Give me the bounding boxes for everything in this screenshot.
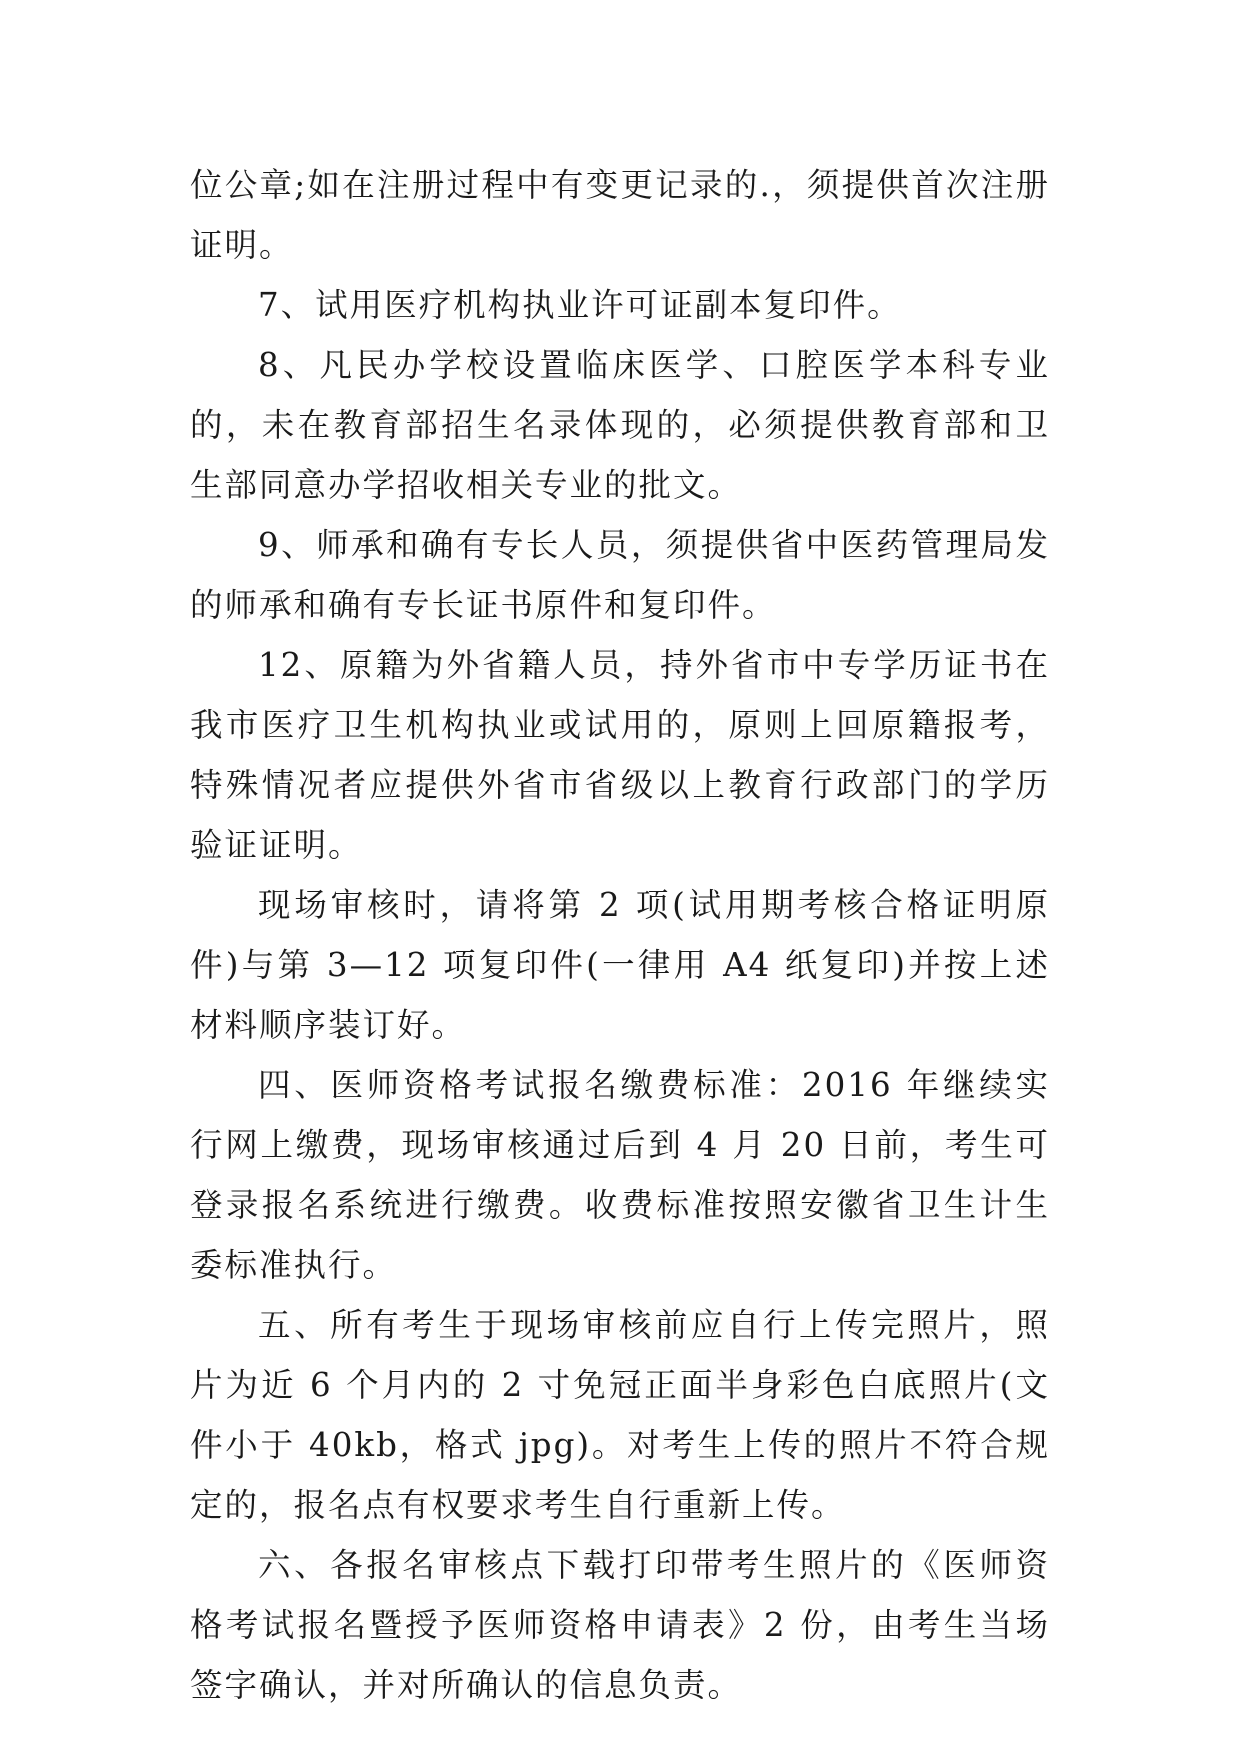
document-body — [190, 155, 1050, 1715]
paragraph-onsite-review: 现场审核时，请将第 2 项(试用期考核合格证明原件)与第 3—12 项复印件(一律用 A4 纸复印)并按上述材料顺序装订好。 — [190, 886, 1050, 1044]
paragraph-section-5-photos: 五、所有考生于现场审核前应自行上传完照片，照片为近 6 个月内的 2 寸免冠正面半身彩色白底照片(文件小于 40kb，格式 jpg)。对考生上传的照片不符合规定的，报名点有权要求考生自行重新上传。 — [190, 1306, 1050, 1524]
paragraph-section-6-forms: 六、各报名审核点下载打印带考生照片的《医师资格考试报名暨授予医师资格申请表》2 份，由考生当场签字确认，并对所确认的信息负责。 — [190, 1546, 1050, 1704]
paragraph-item-8: 8、凡民办学校设置临床医学、口腔医学本科专业的，未在教育部招生名录体现的，必须提供教育部和卫生部同意办学招收相关专业的批文。 — [190, 346, 1050, 504]
paragraph-continuation: 位公章;如在注册过程中有变更记录的.，须提供首次注册证明。 — [190, 166, 1050, 264]
paragraph-item-7: 7、试用医疗机构执业许可证副本复印件。 — [258, 286, 902, 324]
paragraph-section-4-fees: 四、医师资格考试报名缴费标准：2016 年继续实行网上缴费，现场审核通过后到 4 月 20 日前，考生可登录报名系统进行缴费。收费标准按照安徽省卫生计生委标准执行。 — [190, 1066, 1050, 1284]
paragraph-item-9: 9、师承和确有专长人员，须提供省中医药管理局发的师承和确有专长证书原件和复印件。 — [190, 526, 1050, 624]
paragraph-item-12: 12、原籍为外省籍人员，持外省市中专学历证书在我市医疗卫生机构执业或试用的，原则上回原籍报考，特殊情况者应提供外省市省级以上教育行政部门的学历验证证明。 — [190, 646, 1050, 864]
